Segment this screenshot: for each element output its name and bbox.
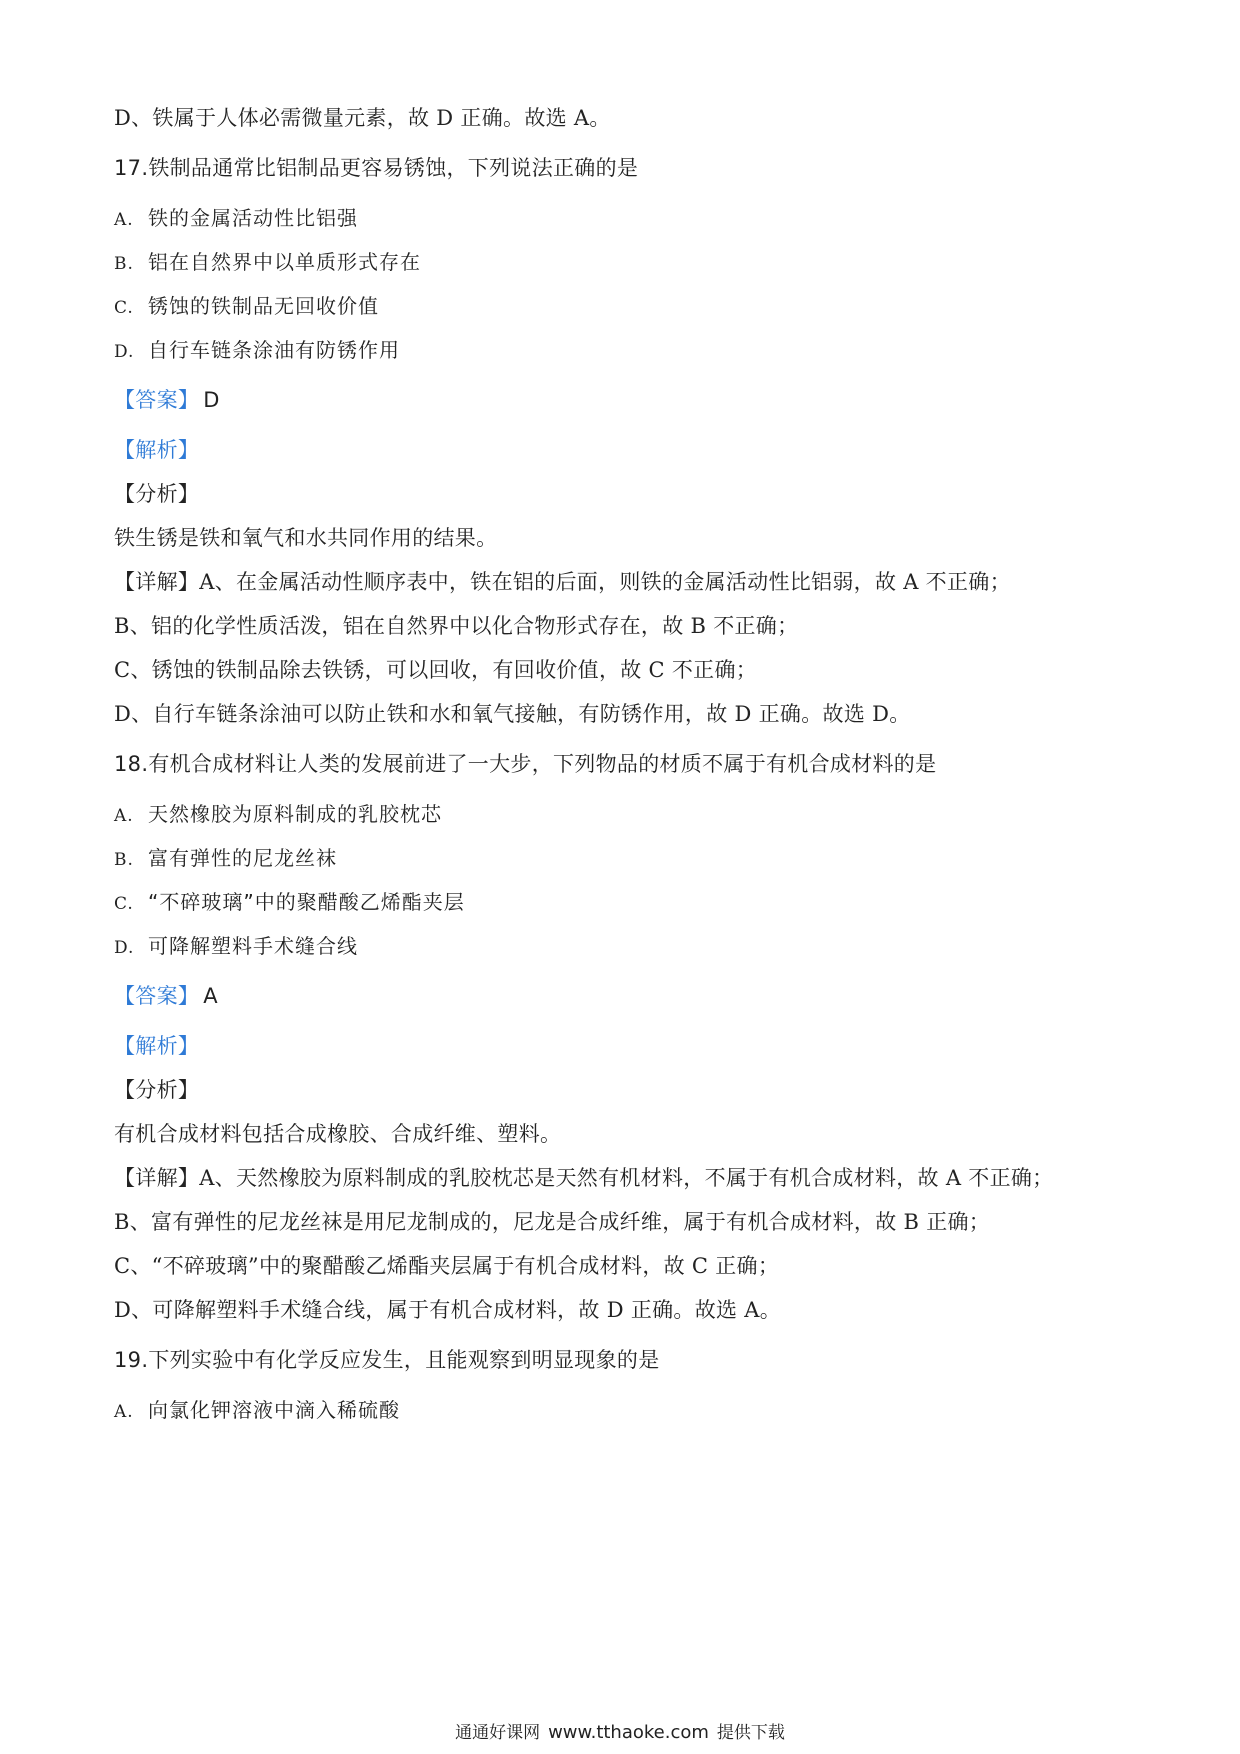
answer-value: A <box>203 984 218 1008</box>
question-18-analysis-heading <box>114 1032 199 1060</box>
question-18-option-d <box>114 932 358 962</box>
option-text: 天然橡胶为原料制成的乳胶枕芯 <box>148 802 442 826</box>
option-letter: A. <box>114 210 134 230</box>
option-letter: D. <box>114 342 135 362</box>
text-line: B、富有弹性的尼龙丝袜是用尼龙制成的，尼龙是合成纤维，属于有机合成材料，故 B 正确； <box>114 1210 991 1234</box>
question-17-analysis-heading <box>114 436 199 464</box>
option-letter: C. <box>114 298 134 318</box>
option-letter: B. <box>114 850 134 870</box>
page-footer <box>0 1722 1240 1744</box>
option-text: 锈蚀的铁制品无回收价值 <box>148 294 379 318</box>
text-line: 有机合成材料包括合成橡胶、合成纤维、塑料。 <box>114 1122 562 1146</box>
option-letter: C. <box>114 894 134 914</box>
footer-left-text: 通通好课网 <box>455 1723 541 1743</box>
question-18-fenxi-heading <box>114 1076 199 1104</box>
text-line: 铁生锈是铁和氧气和水共同作用的结果。 <box>114 526 498 550</box>
option-text: 向氯化钾溶液中滴入稀硫酸 <box>148 1398 400 1422</box>
text-line: D、铁属于人体必需微量元素，故 D 正确。故选 A。 <box>114 106 611 130</box>
option-letter: D. <box>114 938 135 958</box>
question-18-option-b <box>114 844 337 874</box>
question-19-option-a <box>114 1396 400 1426</box>
option-text: “不碎玻璃”中的聚醋酸乙烯酯夹层 <box>148 890 465 914</box>
question-19-stem <box>114 1346 660 1374</box>
fenxi-tag: 【分析】 <box>114 1078 200 1102</box>
text-line: C、“不碎玻璃”中的聚醋酸乙烯酯夹层属于有机合成材料，故 C 正确； <box>114 1254 780 1278</box>
answer-tag: 【答案】 <box>114 388 200 412</box>
question-text: 有机合成材料让人类的发展前进了一大步，下列物品的材质不属于有机合成材料的是 <box>148 752 937 776</box>
question-number: 17. <box>114 156 149 180</box>
option-text: 自行车链条涂油有防锈作用 <box>148 338 400 362</box>
question-17-answer <box>114 386 220 414</box>
question-text: 下列实验中有化学反应发生，且能观察到明显现象的是 <box>148 1348 660 1372</box>
option-letter: B. <box>114 254 134 274</box>
answer-value: D <box>203 388 220 412</box>
fenxi-tag: 【分析】 <box>114 482 200 506</box>
question-18-stem <box>114 750 936 778</box>
analysis-tag: 【解析】 <box>114 1034 200 1058</box>
answer-tag: 【答案】 <box>114 984 200 1008</box>
question-number: 19. <box>114 1348 149 1372</box>
text-line: D、自行车链条涂油可以防止铁和水和氧气接触，有防锈作用，故 D 正确。故选 D。 <box>114 702 911 726</box>
text-line: D、可降解塑料手术缝合线，属于有机合成材料，故 D 正确。故选 A。 <box>114 1298 782 1322</box>
question-18-answer <box>114 982 218 1010</box>
text-line: 【详解】A、在金属活动性顺序表中，铁在铝的后面，则铁的金属活动性比铝弱，故 A 不正确； <box>114 570 1011 594</box>
question-18-option-c <box>114 888 465 918</box>
question-17-option-c <box>114 292 379 322</box>
question-17-option-b <box>114 248 421 278</box>
question-17-option-a <box>114 204 358 234</box>
option-letter: A. <box>114 1402 134 1422</box>
option-text: 可降解塑料手术缝合线 <box>148 934 358 958</box>
option-text: 铁的金属活动性比铝强 <box>148 206 358 230</box>
option-text: 富有弹性的尼龙丝袜 <box>148 846 337 870</box>
question-17-option-d <box>114 336 400 366</box>
question-17-stem <box>114 154 638 182</box>
option-text: 铝在自然界中以单质形式存在 <box>148 250 421 274</box>
question-18-option-a <box>114 800 442 830</box>
option-letter: A. <box>114 806 134 826</box>
footer-right-text: 提供下载 <box>716 1723 785 1743</box>
question-number: 18. <box>114 752 149 776</box>
text-line: C、锈蚀的铁制品除去铁锈，可以回收，有回收价值，故 C 不正确； <box>114 658 758 682</box>
analysis-tag: 【解析】 <box>114 438 200 462</box>
footer-site-link[interactable]: www.tthaoke.com <box>548 1722 709 1743</box>
text-line: B、铝的化学性质活泼，铝在自然界中以化合物形式存在，故 B 不正确； <box>114 614 799 638</box>
question-17-fenxi-heading <box>114 480 199 508</box>
question-text: 铁制品通常比铝制品更容易锈蚀，下列说法正确的是 <box>148 156 639 180</box>
text-line: 【详解】A、天然橡胶为原料制成的乳胶枕芯是天然有机材料，不属于有机合成材料，故 A 不正确； <box>114 1166 1054 1190</box>
